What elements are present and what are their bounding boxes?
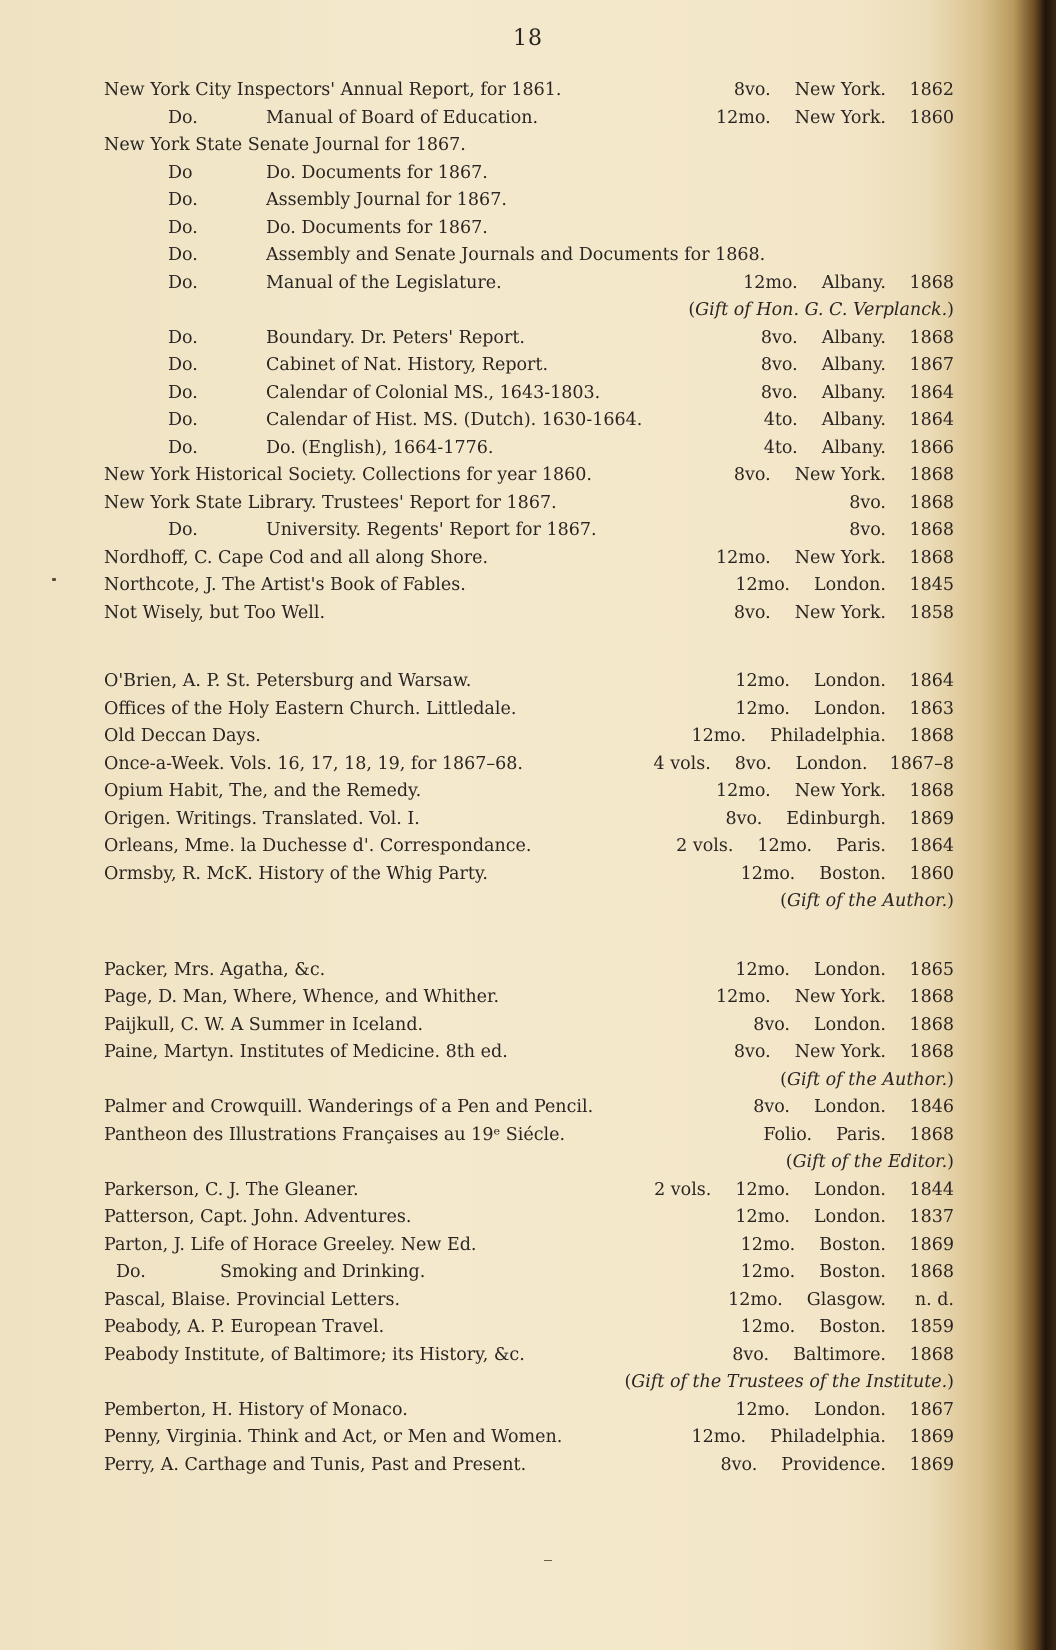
- gift-note: [780, 887, 954, 915]
- gift-text: Gift of the Trustees of the Institute.: [631, 1372, 948, 1392]
- publication-year: 1844: [909, 1179, 954, 1200]
- catalogue-entry: [104, 1313, 954, 1341]
- book-format: 12mo.: [740, 1317, 796, 1337]
- publication-place: Albany.: [821, 382, 886, 403]
- entry-imprint: [711, 1396, 954, 1424]
- book-format: 12mo.: [735, 959, 790, 980]
- publication-place: Paris.: [836, 1124, 886, 1145]
- publication-year: 1868: [909, 726, 954, 746]
- volume-count: 2 vols.: [676, 836, 734, 856]
- publication-year: 1863: [909, 698, 954, 719]
- entry-title: Pascal, Blaise. Provincial Letters.: [104, 1289, 401, 1310]
- book-format: 12mo.: [757, 836, 813, 856]
- ditto-mark: Do.: [168, 355, 198, 375]
- entry-title: Calendar of Hist. MS. (Dutch). 1630-1664.: [266, 410, 643, 430]
- entry-title: Paine, Martyn. Institutes of Medicine. 8th ed.: [104, 1042, 508, 1062]
- entry-title: Peabody Institute, of Baltimore; its History, &c.: [104, 1344, 525, 1365]
- publication-year: 1868: [909, 781, 954, 801]
- entry-title: Origen. Writings. Translated. Vol. I.: [104, 808, 420, 829]
- entry-imprint: [692, 544, 954, 572]
- catalogue-entry: [104, 777, 954, 805]
- publication-year: 1867: [909, 1399, 954, 1420]
- catalogue-entry: [104, 351, 954, 379]
- catalogue-entry: [104, 516, 954, 544]
- ditto-mark: Do: [168, 162, 193, 183]
- publication-place: Albany.: [821, 410, 886, 430]
- entry-title: Patterson, Capt. John. Adventures.: [104, 1207, 412, 1227]
- book-format: 12mo.: [716, 547, 771, 568]
- catalogue-entry: [104, 379, 954, 407]
- book-format: 12mo.: [716, 107, 771, 128]
- catalogue-entry: [104, 461, 954, 489]
- entry-title: Nordhoff, C. Cape Cod and all along Shore.: [104, 547, 489, 568]
- entry-title: Calendar of Colonial MS., 1643-1803.: [266, 382, 601, 403]
- entry-imprint: [692, 104, 954, 132]
- publication-place: Providence.: [781, 1454, 886, 1475]
- book-format: 4to.: [763, 410, 798, 430]
- ditto-mark: Do.: [168, 437, 198, 458]
- publication-year: 1860: [909, 107, 954, 128]
- publication-year: 1837: [909, 1207, 954, 1227]
- catalogue-entry: [104, 1231, 954, 1259]
- catalogue-entry: [104, 1121, 954, 1149]
- gift-note: [780, 1066, 954, 1094]
- publication-year: 1866: [909, 437, 954, 458]
- publication-year: 1868: [909, 547, 954, 568]
- entry-title: Assembly and Senate Journals and Documents for 1868.: [266, 245, 766, 265]
- publication-year: 1869: [909, 1427, 954, 1447]
- publication-place: London.: [814, 1179, 886, 1200]
- entry-title: Do. Documents for 1867.: [266, 217, 488, 238]
- publication-year: 1864: [909, 410, 954, 430]
- catalogue-entry: [104, 860, 954, 888]
- catalogue-entry: [104, 406, 954, 434]
- publication-year: 1868: [909, 1344, 954, 1365]
- catalogue-entry: [104, 1038, 954, 1066]
- entry-title: Orleans, Mme. la Duchesse d'. Correspondance.: [104, 836, 532, 856]
- entry-imprint: [652, 832, 954, 860]
- publication-year: 1868: [909, 1042, 954, 1062]
- page-number: 18: [513, 26, 543, 51]
- volume-count: 2 vols.: [654, 1179, 712, 1200]
- entry-imprint: [740, 434, 954, 462]
- entry-title: New York State Library. Trustees' Report for 1867.: [104, 492, 557, 513]
- publication-place: New York.: [794, 547, 886, 568]
- book-format: 8vo.: [733, 602, 771, 623]
- book-format: 12mo.: [691, 726, 747, 746]
- entry-imprint: [701, 805, 954, 833]
- publication-place: Paris.: [836, 836, 886, 856]
- entry-title: Peabody, A. P. European Travel.: [104, 1317, 385, 1337]
- book-format: 8vo.: [760, 355, 798, 375]
- catalogue-entry: [104, 159, 954, 187]
- entry-title: New York State Senate Journal for 1867.: [104, 135, 466, 155]
- book-format: 8vo.: [725, 808, 763, 829]
- ditto-mark: Do.: [168, 382, 198, 403]
- entry-imprint: [729, 1093, 954, 1121]
- publication-place: London.: [814, 1399, 886, 1420]
- catalogue-entry: [104, 832, 954, 860]
- publication-year: 1869: [909, 1454, 954, 1475]
- catalogue-entry: [104, 571, 954, 599]
- entry-imprint: [739, 1121, 954, 1149]
- book-format: 8vo.: [732, 1344, 770, 1365]
- open-paren: (: [780, 1069, 787, 1090]
- publication-place: Baltimore.: [793, 1344, 886, 1365]
- close-paren: ): [947, 1152, 954, 1172]
- entry-imprint: [630, 750, 955, 778]
- entry-imprint: [710, 1038, 954, 1066]
- book-format: 12mo.: [735, 575, 790, 595]
- publication-place: London.: [814, 1207, 886, 1227]
- publication-year: 1858: [909, 602, 954, 623]
- catalogue-entry: [104, 1011, 954, 1039]
- close-paren: ): [947, 300, 954, 320]
- publication-place: Edinburgh.: [786, 808, 886, 829]
- entry-title: Northcote, J. The Artist's Book of Fables.: [104, 575, 466, 595]
- publication-place: London.: [795, 753, 868, 774]
- entry-imprint: [692, 983, 954, 1011]
- catalogue-entry: [104, 1258, 954, 1286]
- publication-year: 1868: [909, 465, 954, 485]
- catalogue-entry: [104, 1176, 954, 1204]
- entry-imprint: [729, 1011, 954, 1039]
- close-paren: ): [947, 1372, 954, 1392]
- publication-year: 1868: [909, 1014, 954, 1035]
- entry-title: New York City Inspectors' Annual Report, for 1861.: [104, 80, 562, 100]
- entry-imprint: [711, 667, 954, 695]
- publication-year: 1867: [909, 355, 954, 375]
- catalogue-entry: [104, 1396, 954, 1424]
- entry-title: Manual of the Legislature.: [266, 272, 502, 293]
- catalogue-entry: [104, 1423, 954, 1451]
- ditto-mark: Do.: [116, 1262, 146, 1282]
- entry-title: Penny, Virginia. Think and Act, or Men and Women.: [104, 1427, 563, 1447]
- entry-imprint: [667, 1423, 954, 1451]
- book-format: 12mo.: [735, 1399, 790, 1420]
- entry-imprint: [704, 1286, 954, 1314]
- open-paren: (: [780, 891, 787, 911]
- entry-title: Opium Habit, The, and the Remedy.: [104, 781, 422, 801]
- book-format: 8vo.: [753, 1097, 790, 1117]
- book-format: 12mo.: [740, 863, 796, 884]
- publication-year: 1868: [909, 1124, 954, 1145]
- book-format: 8vo.: [753, 1014, 790, 1035]
- book-format: 12mo.: [743, 272, 798, 293]
- catalogue-entry: [104, 104, 954, 132]
- publication-year: 1864: [909, 836, 954, 856]
- publication-year: 1845: [909, 575, 954, 595]
- entry-imprint: [717, 860, 954, 888]
- entry-imprint: [710, 461, 954, 489]
- book-format: 8vo.: [760, 382, 798, 403]
- book-format: 12mo.: [728, 1289, 783, 1310]
- entry-imprint: [737, 324, 954, 352]
- publication-year: 1869: [909, 808, 954, 829]
- entry-imprint: [710, 76, 954, 104]
- gift-text: Gift of the Editor.: [792, 1152, 948, 1172]
- open-paren: (: [785, 1152, 793, 1172]
- publication-place: London.: [814, 671, 886, 691]
- entry-title: Parkerson, C. J. The Gleaner.: [104, 1179, 359, 1200]
- book-format: Folio.: [763, 1124, 813, 1145]
- book-format: 8vo.: [733, 465, 771, 485]
- publication-year: 1868: [909, 492, 954, 513]
- entry-title: Assembly Journal for 1867.: [266, 190, 507, 210]
- entry-imprint: [719, 269, 954, 297]
- book-format: 12mo.: [735, 698, 790, 719]
- entry-title: Once-a-Week. Vols. 16, 17, 18, 19, for 1867–68.: [104, 753, 523, 774]
- entry-imprint: [710, 599, 954, 627]
- entry-imprint: [737, 351, 954, 379]
- catalogue-entry: [104, 324, 954, 352]
- entry-imprint: [708, 1341, 954, 1369]
- book-format: 8vo.: [760, 327, 798, 348]
- entry-imprint: [825, 489, 954, 517]
- close-paren: ): [947, 1069, 954, 1090]
- book-format: 8vo.: [849, 520, 886, 540]
- entry-title: University. Regents' Report for 1867.: [266, 520, 597, 540]
- catalogue-entry: [104, 131, 954, 159]
- publication-year: 1864: [909, 382, 954, 403]
- book-format: 8vo.: [734, 753, 772, 774]
- book-format: 12mo.: [735, 1207, 790, 1227]
- entry-title: O'Brien, A. P. St. Petersburg and Warsaw.: [104, 671, 472, 691]
- ditto-mark: Do.: [168, 245, 198, 265]
- entry-title: Do. (English), 1664-1776.: [266, 437, 494, 458]
- book-format: 12mo.: [716, 781, 771, 801]
- publication-place: London.: [814, 575, 886, 595]
- publication-year: 1868: [909, 520, 954, 540]
- catalogue-entry: [104, 956, 954, 984]
- publication-year: 1867–8: [889, 753, 954, 774]
- catalogue-entry: [104, 1286, 954, 1314]
- publication-year: 1869: [909, 1234, 954, 1255]
- gift-text: Gift of the Author.: [786, 891, 948, 911]
- publication-year: n. d.: [914, 1289, 954, 1310]
- entry-title: Manual of Board of Education.: [266, 107, 539, 128]
- publication-place: New York.: [794, 781, 886, 801]
- publication-place: Albany.: [821, 272, 886, 293]
- catalogue-entry: [104, 750, 954, 778]
- publication-year: 1860: [909, 863, 954, 884]
- publication-place: Boston.: [819, 863, 886, 884]
- entry-imprint: [667, 722, 954, 750]
- publication-place: London.: [814, 1097, 886, 1117]
- ditto-mark: Do.: [168, 190, 198, 210]
- gift-note: [624, 1368, 954, 1396]
- ditto-mark: Do.: [168, 217, 198, 238]
- entry-title: Pantheon des Illustrations Françaises au 19ᵉ Siécle.: [104, 1124, 566, 1145]
- publication-year: 1868: [909, 1262, 954, 1282]
- gift-note: [688, 296, 954, 324]
- publication-place: New York.: [794, 1042, 886, 1062]
- entry-title: Packer, Mrs. Agatha, &c.: [104, 959, 326, 980]
- catalogue-entry: [104, 214, 954, 242]
- entry-title: Cabinet of Nat. History, Report.: [266, 355, 549, 375]
- catalogue-entry: [104, 489, 954, 517]
- ditto-mark: Do.: [168, 272, 198, 293]
- close-paren: ): [947, 891, 954, 911]
- folio-mark: [544, 1560, 552, 1561]
- book-format: 8vo.: [733, 1042, 771, 1062]
- catalogue-entry: [104, 983, 954, 1011]
- entry-title: Not Wisely, but Too Well.: [104, 602, 326, 623]
- entry-title: Smoking and Drinking.: [220, 1262, 426, 1282]
- entry-title: New York Historical Society. Collections for year 1860.: [104, 465, 592, 485]
- book-format: 4to.: [763, 437, 798, 458]
- publication-place: New York.: [794, 80, 886, 100]
- catalogue-entry: [104, 1451, 954, 1479]
- publication-year: 1859: [909, 1317, 954, 1337]
- ink-speck: [52, 578, 56, 581]
- entry-imprint: [825, 516, 954, 544]
- catalogue-entry: [104, 599, 954, 627]
- catalogue-entry: [104, 241, 954, 269]
- publication-place: Philadelphia.: [770, 726, 886, 746]
- catalogue-entry: [104, 434, 954, 462]
- entry-imprint: [737, 379, 954, 407]
- entry-imprint: [740, 406, 954, 434]
- entry-imprint: [711, 1203, 954, 1231]
- ditto-mark: Do.: [168, 410, 198, 430]
- catalogue-entry: [104, 1203, 954, 1231]
- publication-place: Albany.: [821, 437, 886, 458]
- entry-title: Parton, J. Life of Horace Greeley. New Ed.: [104, 1234, 477, 1255]
- book-format: 8vo.: [849, 492, 886, 513]
- publication-place: London.: [814, 959, 886, 980]
- entry-title: Do. Documents for 1867.: [266, 162, 488, 183]
- entry-imprint: [711, 956, 954, 984]
- entry-imprint: [696, 1451, 954, 1479]
- entry-title: Pemberton, H. History of Monaco.: [104, 1399, 408, 1420]
- catalogue-entry: [104, 1093, 954, 1121]
- entry-imprint: [717, 1258, 954, 1286]
- entry-title: Boundary. Dr. Peters' Report.: [266, 327, 525, 348]
- entry-title: Palmer and Crowquill. Wanderings of a Pen and Pencil.: [104, 1097, 594, 1117]
- entry-imprint: [630, 1176, 954, 1204]
- catalogue-entry: [104, 1341, 954, 1369]
- publication-place: Philadelphia.: [770, 1427, 886, 1447]
- gift-text: Gift of the Author.: [786, 1069, 948, 1090]
- entry-title: Perry, A. Carthage and Tunis, Past and Present.: [104, 1454, 527, 1475]
- book-format: 12mo.: [716, 987, 771, 1007]
- publication-year: 1864: [909, 671, 954, 691]
- publication-year: 1868: [909, 327, 954, 348]
- publication-place: New York.: [794, 987, 886, 1007]
- catalogue-entry: [104, 667, 954, 695]
- catalogue-entry: [104, 722, 954, 750]
- publication-place: Glasgow.: [806, 1289, 886, 1310]
- catalogue-entry: [104, 76, 954, 104]
- entry-imprint: [711, 695, 954, 723]
- entry-title: Offices of the Holy Eastern Church. Littledale.: [104, 698, 517, 719]
- entry-title: Ormsby, R. McK. History of the Whig Party.: [104, 863, 488, 884]
- publication-place: Boston.: [819, 1234, 886, 1255]
- publication-year: 1868: [909, 987, 954, 1007]
- entry-title: Paijkull, C. W. A Summer in Iceland.: [104, 1014, 424, 1035]
- publication-place: New York.: [794, 465, 886, 485]
- publication-year: 1868: [909, 272, 954, 293]
- publication-place: Boston.: [819, 1262, 886, 1282]
- publication-place: London.: [814, 1014, 886, 1035]
- book-format: 12mo.: [740, 1234, 796, 1255]
- ditto-mark: Do.: [168, 520, 198, 540]
- gift-note: [786, 1148, 954, 1176]
- open-paren: (: [688, 300, 696, 320]
- book-format: 8vo.: [720, 1454, 758, 1475]
- publication-year: 1862: [909, 80, 954, 100]
- gift-text: Gift of Hon. G. C. Verplanck.: [695, 300, 948, 320]
- catalogue-entry: [104, 805, 954, 833]
- entry-title: Page, D. Man, Where, Whence, and Whither.: [104, 987, 500, 1007]
- entry-imprint: [717, 1313, 954, 1341]
- book-format: 8vo.: [733, 80, 771, 100]
- catalogue-entry: [104, 695, 954, 723]
- catalogue-entry: [104, 186, 954, 214]
- ditto-mark: Do.: [168, 107, 198, 128]
- publication-place: New York.: [794, 602, 886, 623]
- publication-year: 1846: [909, 1097, 954, 1117]
- entry-imprint: [711, 571, 954, 599]
- catalogue-entry: [104, 544, 954, 572]
- publication-place: Boston.: [819, 1317, 886, 1337]
- entry-title: Old Deccan Days.: [104, 726, 261, 746]
- book-format: 12mo.: [740, 1262, 796, 1282]
- ditto-mark: Do.: [168, 327, 198, 348]
- book-format: 12mo.: [735, 1179, 790, 1200]
- book-format: 12mo.: [735, 671, 790, 691]
- entry-imprint: [692, 777, 954, 805]
- book-format: 12mo.: [691, 1427, 747, 1447]
- publication-place: New York.: [794, 107, 886, 128]
- volume-count: 4 vols.: [653, 753, 711, 774]
- open-paren: (: [624, 1372, 632, 1392]
- publication-place: Albany.: [821, 327, 886, 348]
- catalogue-entry: [104, 269, 954, 297]
- entry-imprint: [717, 1231, 954, 1259]
- publication-place: London.: [814, 698, 886, 719]
- publication-year: 1865: [909, 959, 954, 980]
- publication-place: Albany.: [821, 355, 886, 375]
